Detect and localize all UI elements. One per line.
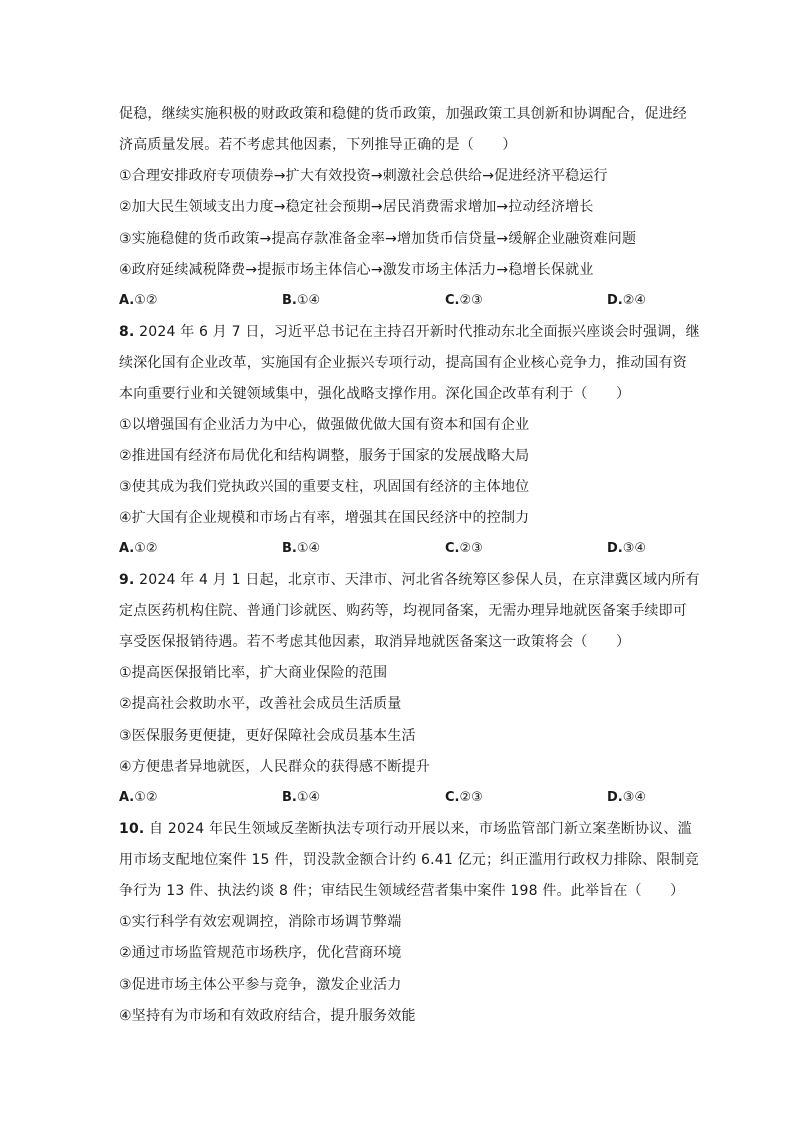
question-8-option-b[interactable]: B.①④	[282, 541, 321, 556]
question-7-statement-3: ③实施稳健的货币政策→提高存款准备金率→增加货币信贷量→缓解企业融资难问题	[119, 231, 637, 247]
question-8-options	[119, 539, 679, 559]
question-10-statement-2: ②通过市场监管规范市场秩序，优化营商环境	[119, 945, 402, 961]
question-9-option-a[interactable]: A.①②	[119, 790, 158, 805]
question-10-statement-1: ①实行科学有效宏观调控，消除市场调节弊端	[119, 914, 402, 930]
question-8-number: 8.	[119, 324, 135, 340]
question-8-statement-3: ③使其成为我们党执政兴国的重要支柱，巩固国有经济的主体地位	[119, 479, 530, 495]
question-8-stem-line-2: 续深化国有企业改革，实施国有企业振兴专项行动，提高国有企业核心竞争力，推动国有资	[119, 355, 687, 371]
question-10-stem-line-3: 争行为 13 件、执法约谈 8 件；审结民生领域经营者集中案件 198 件。此举旨在（ ）	[119, 883, 685, 899]
question-8-option-c[interactable]: C.②③	[445, 541, 483, 556]
question-7-stem-line-2: 济高质量发展。若不考虑其他因素，下列推导正确的是（ ）	[119, 137, 517, 153]
question-9-option-c[interactable]: C.②③	[445, 790, 483, 805]
question-9-stem-line-2: 定点医药机构住院、普通门诊就医、购药等，均视同备案，无需办理异地就医备案手续即可	[119, 603, 687, 619]
question-7-option-d[interactable]: D.②④	[607, 293, 647, 308]
question-7-statement-2: ②加大民生领域支出力度→稳定社会预期→居民消费需求增加→拉动经济增长	[119, 199, 594, 215]
question-10-statement-3: ③促进市场主体公平参与竞争，激发企业活力	[119, 977, 402, 993]
question-8-stem-line-1: 8. 2024 年 6 月 7 日，习近平总书记在主持召开新时代推动东北全面振兴座谈会时强调，继	[119, 324, 700, 340]
question-9-option-b[interactable]: B.①④	[282, 790, 321, 805]
question-7-option-a[interactable]: A.①②	[119, 293, 158, 308]
question-8-statement-1: ①以增强国有企业活力为中心，做强做优做大国有资本和国有企业	[119, 417, 530, 433]
question-9-statement-3: ③医保服务更便捷，更好保障社会成员基本生活	[119, 728, 416, 744]
question-8-statement-2: ②推进国有经济布局优化和结构调整，服务于国家的发展战略大局	[119, 448, 530, 464]
question-10-statement-4: ④坚持有为市场和有效政府结合，提升服务效能	[119, 1008, 416, 1024]
question-7-option-b[interactable]: B.①④	[282, 293, 321, 308]
question-10-number: 10.	[119, 821, 145, 837]
question-7-option-c[interactable]: C.②③	[445, 293, 483, 308]
question-7-options	[119, 291, 679, 311]
question-10-stem-line-2: 用市场支配地位案件 15 件，罚没款金额合计约 6.41 亿元；纠正滥用行政权力排除、限制竞	[119, 852, 699, 868]
question-9-statement-4: ④方便患者异地就医，人民群众的获得感不断提升	[119, 759, 430, 775]
question-8-statement-4: ④扩大国有企业规模和市场占有率，增强其在国民经济中的控制力	[119, 510, 530, 526]
question-9-statement-1: ①提高医保报销比率，扩大商业保险的范围	[119, 665, 388, 681]
question-7-statement-1: ①合理安排政府专项债券→扩大有效投资→刺激社会总供给→促进经济平稳运行	[119, 168, 608, 184]
question-8-stem-line-3: 本向重要行业和关键领域集中，强化战略支撑作用。深化国企改革有利于（ ）	[119, 386, 631, 402]
question-8-option-a[interactable]: A.①②	[119, 541, 158, 556]
question-7-stem-line-1: 促稳，继续实施积极的财政政策和稳健的货币政策，加强政策工具创新和协调配合，促进经	[119, 106, 687, 122]
question-9-stem-line-3: 享受医保报销待遇。若不考虑其他因素，取消异地就医备案这一政策将会（ ）	[119, 634, 631, 650]
question-9-statement-2: ②提高社会救助水平，改善社会成员生活质量	[119, 696, 402, 712]
question-10-stem-line-1: 10. 自 2024 年民生领域反垄断执法专项行动开展以来，市场监管部门新立案垄断协议、滥	[119, 821, 692, 837]
question-9-option-d[interactable]: D.③④	[607, 790, 647, 805]
question-9-number: 9.	[119, 572, 135, 588]
question-9-stem-line-1: 9. 2024 年 4 月 1 日起，北京市、天津市、河北省各统筹区参保人员，在京津冀区域内所有	[119, 572, 700, 588]
question-8-option-d[interactable]: D.③④	[607, 541, 647, 556]
question-9-options	[119, 788, 679, 808]
question-7-statement-4: ④政府延续减税降费→提振市场主体信心→激发市场主体活力→稳增长保就业	[119, 262, 594, 278]
